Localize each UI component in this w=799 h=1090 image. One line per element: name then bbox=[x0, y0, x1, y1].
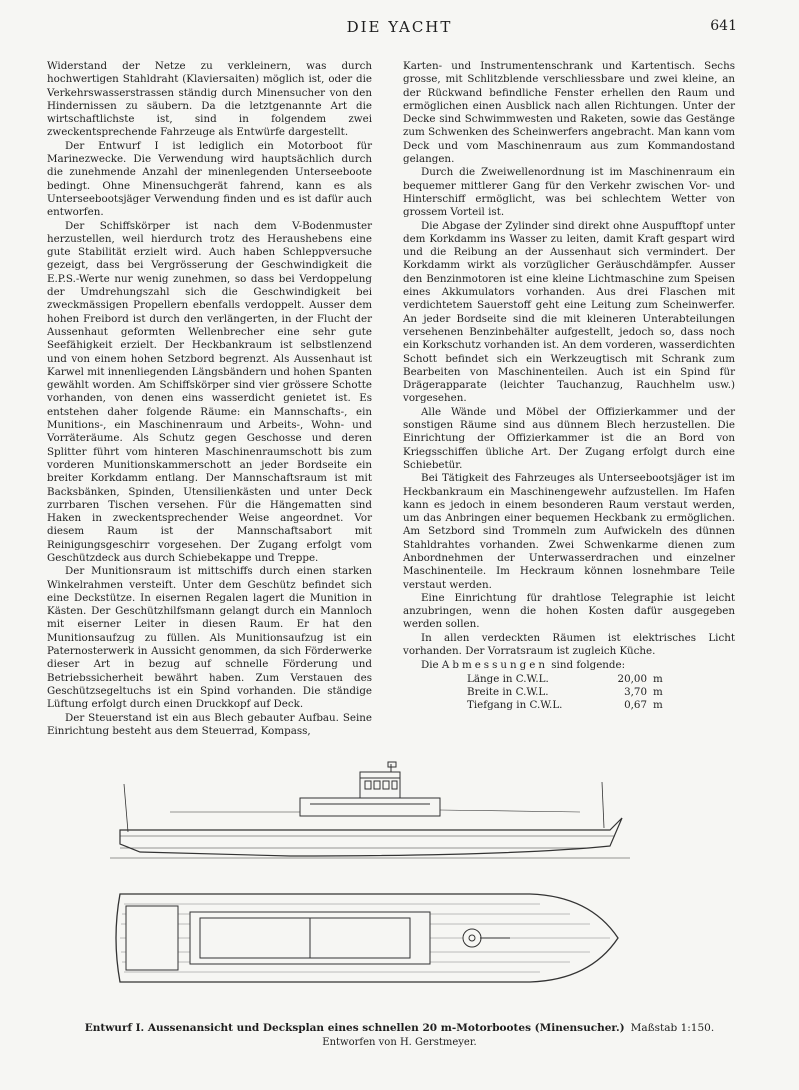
boat-drawing bbox=[110, 760, 630, 1010]
dim-value: 3,70 bbox=[624, 685, 647, 698]
right-column bbox=[403, 60, 735, 712]
paragraph: Karten- und Instrumentenschrank und Kartentisch. Sechs grosse, mit Schlitzblende verschliessbare und zwei kleine, an der Rückwand befindliche Fenster erhellen den Raum und ermöglichen einen Ausblick nach allen Richtungen. Unter der Decke sind Schwimmwesten und Raketen, sowie das Gestänge zum Schwenken des Scheinwerfers angebracht. Man kann vom Deck und vom Maschinenraum aus zum Kommandostand gelangen. bbox=[403, 60, 735, 166]
paragraph: Alle Wände und Möbel der Offizierkammer und der sonstigen Räume sind aus dünnem Blech herzustellen. Die Einrichtung der Offizierkammer ist die an Bord von Kriegsschiffen übliche Art. Der Zugang erfolgt durch eine Schiebetür. bbox=[403, 405, 735, 471]
dimensions-prefix: Die bbox=[421, 659, 442, 672]
caption-scale: Maßstab 1:150. bbox=[630, 1022, 715, 1034]
figure-credit: Entworfen von H. Gerstmeyer. bbox=[322, 1037, 477, 1048]
paragraph: Die Abgase der Zylinder sind direkt ohne Auspufftopf unter dem Korkdamm ins Wasser zu leiten, damit Kraft gespart wird und die Reibung an der Aussenhaut sich vermindert. Der Korkdamm wirkt als vorzüglicher Geräuschdämpfer. Ausser den Benzinmotoren ist eine kleine Lichtmaschine zum Speisen eines Akkumulators vorhanden. Aus drei Flaschen mit verdichtetem Sauerstoff geht eine Leitung zum Scheinwerfer. An jeder Bordseite sind die mit kleineren Unterabteilungen versehenen Benzinbehälter aufgestellt, jedoch so, dass noch ein Korkschutz vorhanden ist. An dem vorderen, wasserdichten Schott befindet sich ein Werkzeugtisch mit Schrank zum Bearbeiten von Maschinenteilen. Auch ist ein Spind für Drägerapparate (leichter Tauchanzug, Rauchhelm usw.) vorgesehen. bbox=[403, 219, 735, 405]
dim-value: 0,67 bbox=[624, 698, 647, 711]
dim-unit: m bbox=[653, 672, 663, 685]
dim-label: Tiefgang in C.W.L. bbox=[467, 698, 563, 711]
paragraph: Der Steuerstand ist ein aus Blech gebauter Aufbau. Seine Einrichtung besteht aus dem Steuerrad, Kompass, bbox=[47, 711, 372, 737]
paragraph: Eine Einrichtung für drahtlose Telegraphie ist leicht anzubringen, wenn die hohen Kosten dafür ausgegeben werden sollen. bbox=[403, 591, 735, 631]
dimensions-heading bbox=[403, 659, 735, 672]
running-header: DIE YACHT bbox=[346, 18, 453, 36]
caption-text: Entwurf I. Aussenansicht und Decksplan eines schnellen 20 m-Motorbootes (Minensucher.) bbox=[84, 1022, 625, 1034]
dimensions-spaced-word: Abmessungen bbox=[441, 659, 548, 672]
paragraph: Der Munitionsraum ist mittschiffs durch einen starken Winkelrahmen versteift. Unter dem Geschütz befindet sich eine Deckstütze. In eisernen Regalen lagert die Munition in Kästen. Der Geschützhilfsmann gelangt durch ein Mannloch mit eiserner Leiter in diesen Raum. Er hat den Munitionsaufzug zu füllen. Als Munitionsaufzug ist ein Paternosterwerk in Aussicht genommen, da sich Förderwerke dieser Art in bezug auf schnelle Förderung und Betriebssicherheit bewährt haben. Zum Verstauen des Geschützsegeltuchs ist ein Spind vorhanden. Die ständige Lüftung erfolgt durch einen Druckkopf auf Deck. bbox=[47, 565, 372, 711]
paragraph: Widerstand der Netze zu verkleinern, was durch hochwertigen Stahldraht (Klaviersaiten) möglich ist, oder die Verkehrswasserstrassen ständig durch Minensucher von den Hindernissen zu säubern. Da die letztgenannte Art die wirtschaftlichste ist, sind in folgendem zwei zweckentsprechende Fahrzeuge als Entwürfe dargestellt. bbox=[47, 60, 372, 139]
dim-unit: m bbox=[653, 698, 663, 711]
dim-label: Länge in C.W.L. bbox=[467, 672, 549, 685]
paragraph: Bei Tätigkeit des Fahrzeuges als Unterseebootsjäger ist im Heckbankraum ein Maschinengewehr aufzustellen. Im Hafen kann es jedoch in einem besonderen Raum verstaut werden, um das Anbringen einer bequemen Heckbank zu ermöglichen. Am Setzbord sind Trommeln zum Aufwickeln des dünnen Stahldrahtes vorhanden. Zwei Schwenkarme dienen zum Anbordnehmen der Unterwasserdrachen und einzelner Maschinenteile. Im Heckraum können losnehmbare Teile verstaut werden. bbox=[403, 472, 735, 591]
dim-label: Breite in C.W.L. bbox=[467, 685, 549, 698]
dim-value: 20,00 bbox=[617, 672, 647, 685]
paragraph: In allen verdeckten Räumen ist elektrisches Licht vorhanden. Der Vorratsraum ist zugleich Küche. bbox=[403, 631, 735, 658]
boat-side-elevation bbox=[110, 762, 630, 858]
boat-deck-plan bbox=[116, 894, 618, 982]
paragraph: Der Entwurf I ist lediglich ein Motorboot für Marinezwecke. Die Verwendung wird hauptsächlich durch die zunehmende Anzahl der minenlegenden Unterseeboote bedingt. Ohne Minensuchgerät fahrend, kann es als Unterseebootsjäger Verwendung finden und es ist dafür auch entworfen. bbox=[47, 139, 372, 219]
dimensions-suffix: sind folgende: bbox=[547, 659, 626, 672]
paragraph: Der Schiffskörper ist nach dem V-Bodenmuster herzustellen, weil hierdurch trotz des Heraushebens eine gute Stabilität erzielt wird. Auch haben Schleppversuche gezeigt, dass bei Vergrösserung der Geschwindigkeit die E.P.S.-Werte nur wenig zunehmen, so dass bei Verdoppelung der Umdrehungszahl sich die Geschwindigkeit bei zweckmässigen Propellern ebenfalls verdoppelt. Ausser dem hohen Freibord ist durch den verlängerten, in der Flucht der Aussenhaut geformten Wellenbrecher eine sehr gute Seefähigkeit erzielt. Der Heckbankraum ist selbstlenzend und von einem hohen Setzbord begrenzt. Als Aussenhaut ist Karwel mit innenliegenden Längsbändern und hohen Spanten gewählt worden. Am Schiffskörper sind vier grössere Schotte vorhanden, von denen eins wasserdicht genietet ist. Es entstehen daher folgende Räume: ein Mannschafts-, ein Munitions-, ein Maschinenraum und Arbeits-, Wohn- und Vorräteräume. Als Schutz gegen Geschosse und deren Splitter führt vom hinteren Maschinenraumschott bis zum vorderen Munitionskammerschott an jeder Bordseite ein breiter Korkdamm entlang. Der Mannschaftsraum ist mit Backsbänken, Spinden, Utensilienkästen und unter Deck zurrbaren Tischen versehen. Für die Hängematten sind Haken in zweckentsprechender Weise angeordnet. Vor diesem Raum ist der Mannschaftsabort mit Reinigungsgeschirr vorgesehen. Der Zugang erfolgt vom Geschützdeck aus durch Schiebekappe und Treppe. bbox=[47, 219, 372, 564]
dimensions-table bbox=[467, 673, 693, 712]
table-row bbox=[467, 686, 693, 699]
figure-caption bbox=[0, 1022, 799, 1034]
table-row bbox=[467, 699, 693, 712]
dim-unit: m bbox=[653, 685, 663, 698]
left-column bbox=[47, 60, 372, 738]
paragraph: Durch die Zweiwellenordnung ist im Maschinenraum ein bequemer mittlerer Gang für den Verkehr zwischen Vor- und Hinterschiff ermöglicht, was bei schlechtem Wetter von grossem Vorteil ist. bbox=[403, 166, 735, 219]
page-number: 641 bbox=[710, 18, 737, 34]
table-row bbox=[467, 673, 693, 686]
